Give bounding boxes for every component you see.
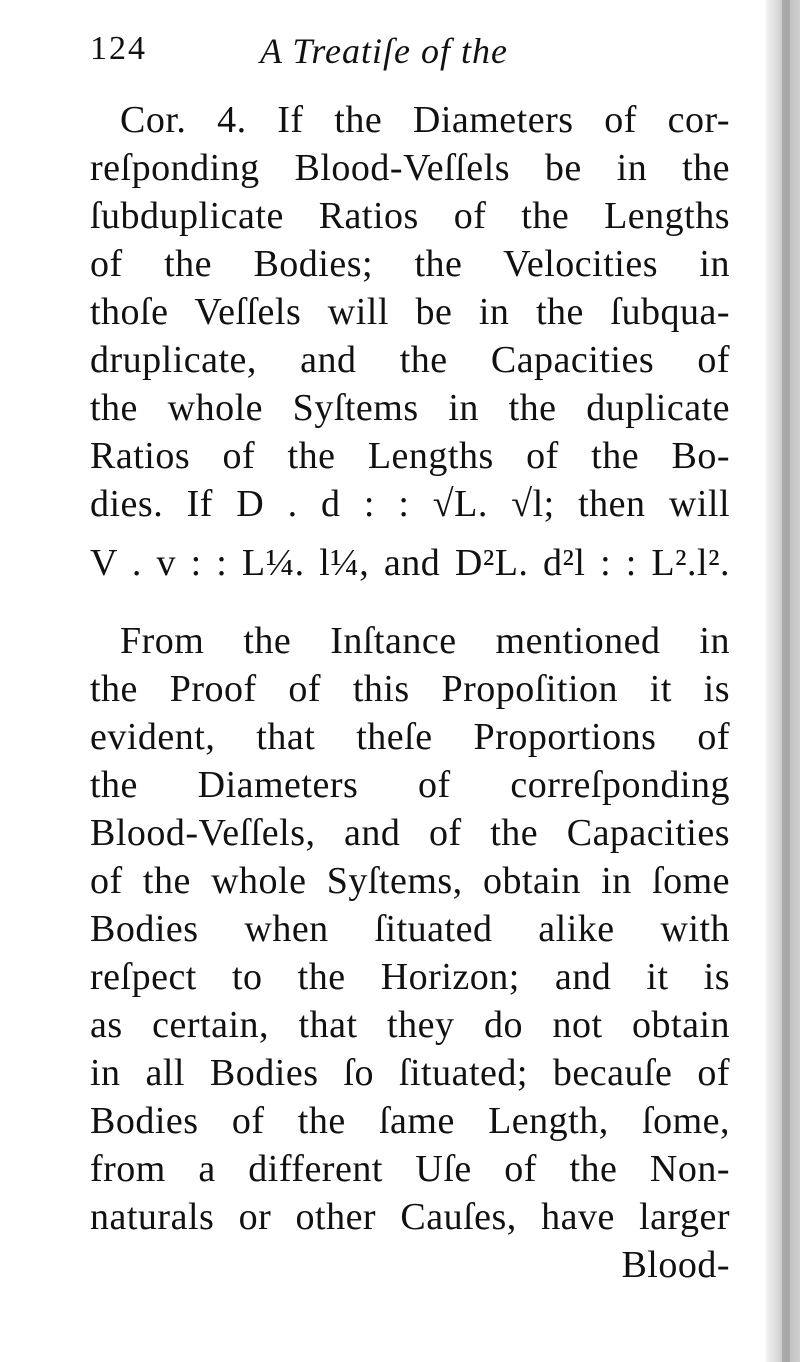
paragraph-line: the Diameters of correſponding: [90, 764, 730, 806]
paragraph-line: in all Bodies ſo ſituated; becauſe of: [90, 1052, 730, 1094]
paragraph-line: Blood-Veſſels, and of the Capacities: [90, 812, 730, 854]
paragraph-line: Bodies of the ſame Length, ſome,: [90, 1100, 730, 1142]
paragraph-line: as certain, that they do not obtain: [90, 1004, 730, 1046]
paragraph-line: From the Inſtance mentioned in: [120, 620, 730, 662]
running-title: A Treatiſe of the: [260, 31, 508, 71]
gutter-edge: [782, 0, 790, 1362]
paragraph-line: from a different Uſe of the Non-: [90, 1148, 730, 1190]
paragraph-line: evident, that theſe Proportions of: [90, 716, 730, 758]
corollary-line: the whole Syſtems in the duplicate: [90, 387, 730, 429]
corollary-line: Ratios of the Lengths of the Bo-: [90, 435, 730, 477]
page-number: 124: [90, 30, 147, 67]
corollary-line: ſubduplicate Ratios of the Lengths: [90, 195, 730, 237]
corollary-line: reſponding Blood-Veſſels be in the: [90, 147, 730, 189]
paragraph-line: the Proof of this Propoſition it is: [90, 668, 730, 710]
paragraph-line: of the whole Syſtems, obtain in ſome: [90, 860, 730, 902]
corollary-formula-line: V . v : : L¼. l¼, and D²L. d²l : : L².l².: [90, 542, 730, 584]
corollary-line: thoſe Veſſels will be in the ſubqua-: [90, 291, 730, 333]
corollary-line: dies. If D . d : : √L. √l; then will: [90, 483, 730, 525]
paragraph-line: Bodies when ſituated alike with: [90, 908, 730, 950]
paragraph-line: naturals or other Cauſes, have larger: [90, 1196, 730, 1238]
catchword: Blood-: [621, 1244, 730, 1286]
corollary-line: druplicate, and the Capacities of: [90, 339, 730, 381]
corollary-line: Cor. 4. If the Diameters of cor-: [120, 99, 730, 141]
paragraph-line: reſpect to the Horizon; and it is: [90, 956, 730, 998]
page-gutter-shadow: [766, 0, 800, 1362]
corollary-line: of the Bodies; the Velocities in: [90, 243, 730, 285]
page-header: [90, 30, 650, 80]
